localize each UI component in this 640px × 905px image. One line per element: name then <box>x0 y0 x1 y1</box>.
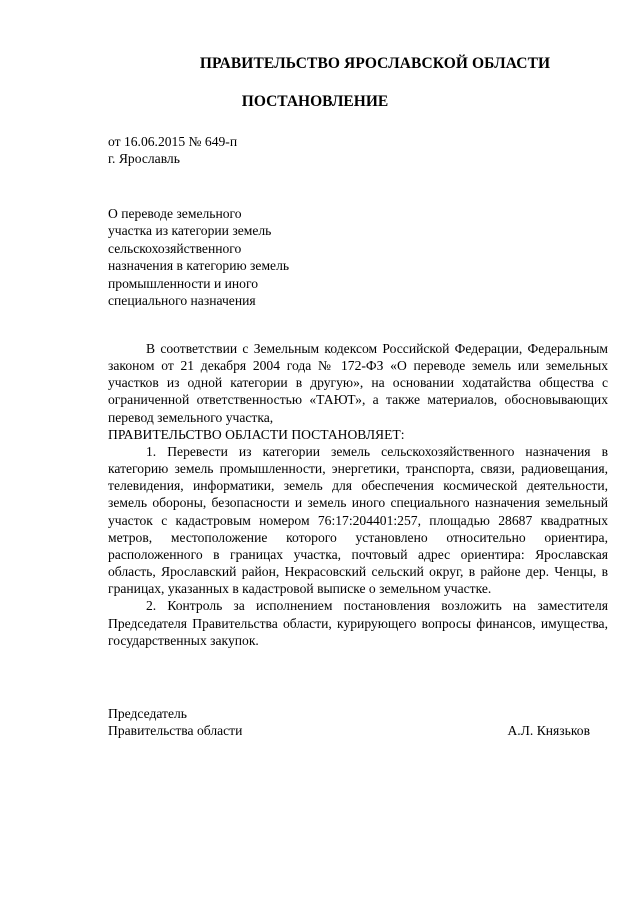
decree-statement: ПРАВИТЕЛЬСТВО ОБЛАСТИ ПОСТАНОВЛЯЕТ: <box>108 426 405 442</box>
signatory-title-line-2: Правительства области <box>108 723 243 739</box>
date-and-number: от 16.06.2015 № 649-п <box>108 134 238 149</box>
signature-row <box>108 722 590 739</box>
subject-line: назначения в категорию земель <box>108 258 290 274</box>
document-body <box>108 340 608 649</box>
issue-city: г. Ярославль <box>108 151 180 166</box>
issuing-authority-heading: ПРАВИТЕЛЬСТВО ЯРОСЛАВСКОЙ ОБЛАСТИ <box>199 55 551 72</box>
document-type-heading: ПОСТАНОВЛЕНИЕ <box>241 93 389 110</box>
subject-line: участка из категории земель <box>108 223 272 239</box>
clause-1-paragraph: 1. Перевести из категории земель сельскохозяйственного назначения в категорию земель промышленности, энергетики, транспорта, связи, радиовещания, телевидения, информатики, земель для обеспечения космической деятельности, земель обороны, безопасности и земель иного специального назначения земельный участок с кадастровым номером 76:17:204401:257, площадью 28687 квадратных метров, местоположение которого установлено относительно ориентира, расположенного в границах участка, почтовый адрес ориентира: Ярославская область, Ярославский район, Некрасовский сельский округ, в районе дер. Ченцы, в границах, указанных в кадастровой выписке о земельном участке. <box>108 443 608 597</box>
signature-block <box>108 705 590 740</box>
subject-line: промышленности и иного <box>108 275 259 291</box>
signatory-title-line-1: Председатель <box>108 706 187 721</box>
subject-line: О переводе земельного <box>108 206 242 221</box>
subject-line: сельскохозяйственного <box>108 240 242 256</box>
document-subject <box>108 205 338 309</box>
subject-line: специального назначения <box>108 293 256 309</box>
preamble-paragraph: В соответствии с Земельным кодексом Российской Федерации, Федеральным законом от 21 декабря 2004 года № 172-ФЗ «О переводе земель или земельных участков из одной категории в другую», на основании ходатайства общества с ограниченной ответственностью «ТАЮТ», а также материалов, обосновывающих перевод земельного участка, <box>108 341 608 425</box>
document-meta <box>108 133 237 167</box>
signatory-name: А.Л. Князьков <box>507 723 590 739</box>
clause-2-paragraph: 2. Контроль за исполнением постановления возложить на заместителя Председателя Правительства области, курирующего вопросы финансов, имущества, государственных закупок. <box>108 598 608 648</box>
